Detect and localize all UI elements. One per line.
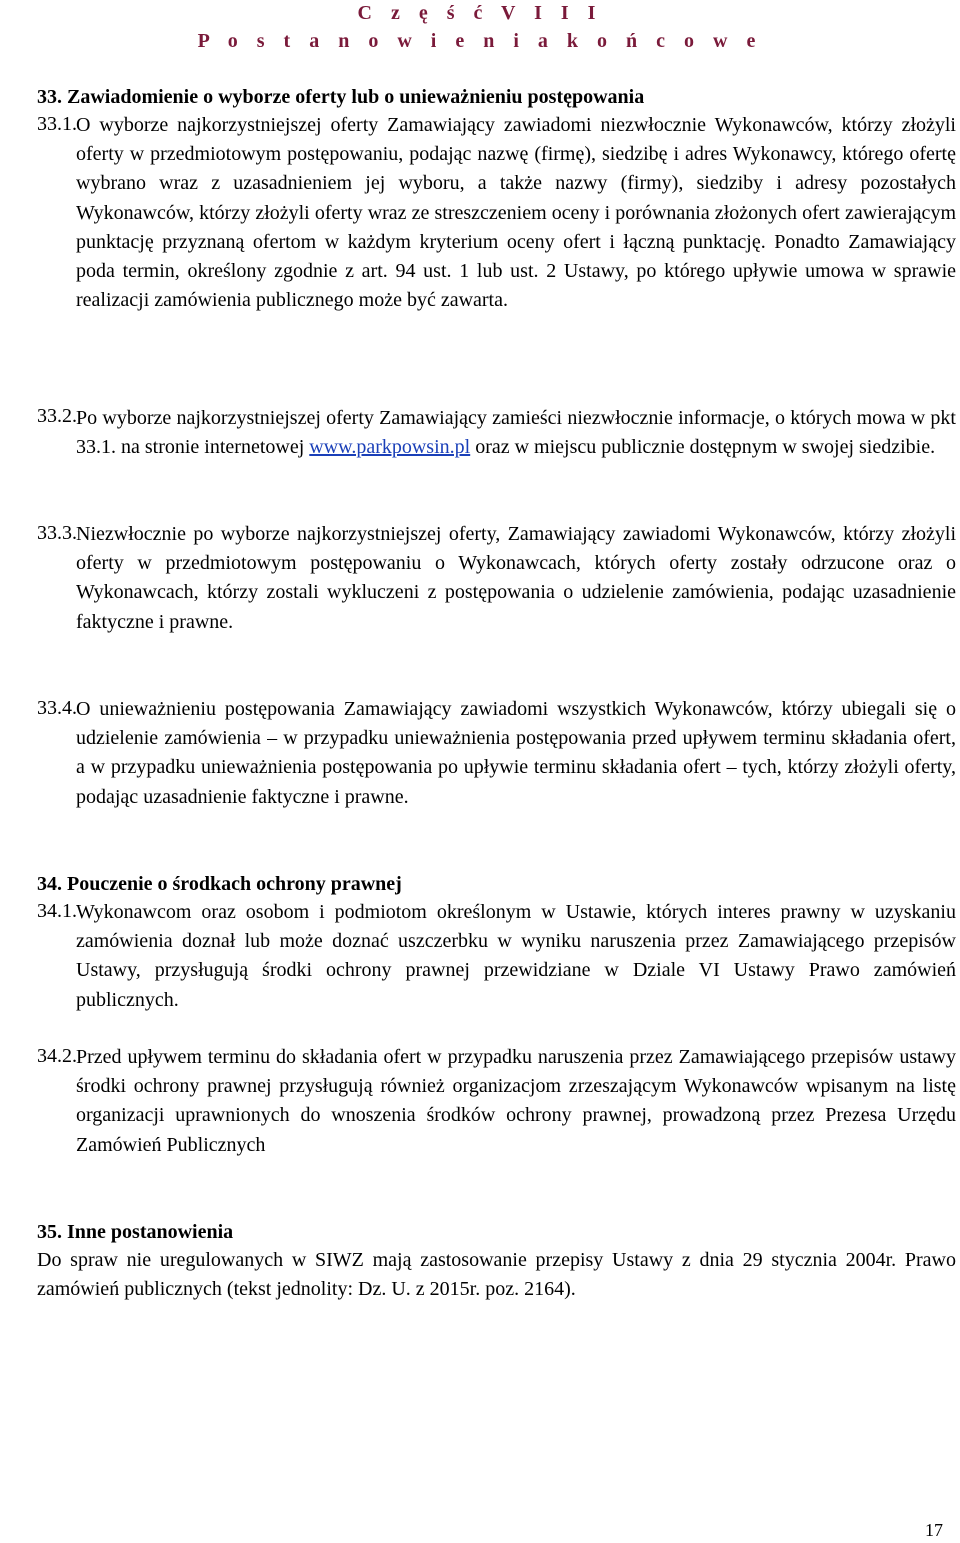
section-33-title: 33. Zawiadomienie o wyborze oferty lub o unieważnieniu postępowania	[37, 86, 645, 108]
section-35-text: Do spraw nie uregulowanych w SIWZ mają zastosowanie przepisy Ustawy z dnia 29 stycznia 2004r. Prawo zamówień publicznych (tekst jednolity: Dz. U. z 2015r. poz. 2164).	[37, 1249, 956, 1301]
paragraph-34-2-text: Przed upływem terminu do składania ofert w przypadku naruszenia przez Zamawiającego przepisów ustawy środki ochrony prawnej przysługują również organizacjom zrzeszającym Wykonawców wpisanym na listę organizacji uprawnionych do wnoszenia środków ochrony prawnej, prowadzoną przez Prezesa Urzędu Zamówień Publicznych	[76, 1046, 956, 1156]
paragraph-33-3-number: 33.3.	[37, 522, 77, 544]
website-link[interactable]: www.parkpowsin.pl	[309, 436, 471, 459]
paragraph-33-2-text-after: oraz w miejscu publicznie dostępnym w swojej siedzibie.	[470, 436, 936, 459]
paragraph-33-3-text: Niezwłocznie po wyborze najkorzystniejszej oferty, Zamawiający zawiadomi Wykonawców, którzy złożyli oferty w przedmiotowym postępowaniu o Wykonawcach, których oferty zostały odrzucone oraz o Wykonawcach, którzy zostali wykluczeni z postępowania o udzielenie zamówienia, podając uzasadnienie faktyczne i prawne.	[76, 523, 956, 633]
paragraph-33-1-text: O wyborze najkorzystniejszej oferty Zamawiający zawiadomi niezwłocznie Wykonawców, którzy złożyli oferty w przedmiotowym postępowaniu, podając nazwę (firmę), siedzibę i adres Wykonawcy, którego ofertę wybrano wraz z uzasadnieniem jej wyboru, a także nazwy (firmy), siedziby i adresy pozostałych Wykonawców, którzy złożyli oferty wraz ze streszczeniem oceny i porównania złożonych ofert zawierającym punktację przyznaną ofertom w każdym kryterium oceny ofert i łączną punktację. Ponadto Zamawiający poda termin, określony zgodnie z art. 94 ust. 1 lub ust. 2 Ustawy, po którego upływie umowa w sprawie realizacji zamówienia publicznego może być zawarta.	[76, 114, 956, 312]
page-number: 17	[925, 1520, 943, 1540]
part-title: C z ę ś ć V I I I	[357, 2, 603, 24]
paragraph-34-1-number: 34.1.	[37, 900, 77, 922]
paragraph-33-2-number: 33.2.	[37, 405, 77, 427]
part-subtitle: P o s t a n o w i e n i a k o ń c o w e	[197, 30, 763, 52]
paragraph-34-2-number: 34.2.	[37, 1045, 77, 1067]
section-35-title: 35. Inne postanowienia	[37, 1221, 234, 1243]
paragraph-34-1-text: Wykonawcom oraz osobom i podmiotom określonym w Ustawie, których interes prawny w uzyskaniu zamówienia doznał lub może doznać uszczerbku w wyniku naruszenia przez Zamawiającego przepisów Ustawy, przysługują środki ochrony prawnej przewidziane w Dziale VI Ustawy Prawo zamówień publicznych.	[76, 901, 956, 1011]
section-34-title: 34. Pouczenie o środkach ochrony prawnej	[37, 873, 402, 895]
paragraph-33-4-text: O unieważnieniu postępowania Zamawiający zawiadomi wszystkich Wykonawców, którzy ubiegali się o udzielenie zamówienia – w przypadku unieważnienia postępowania przed upływem terminu składania ofert, a w przypadku unieważnienia postępowania po upływie terminu składania ofert – tych, którzy złożyli oferty, podając uzasadnienie faktyczne i prawne.	[76, 698, 956, 808]
paragraph-33-2-text	[76, 404, 956, 462]
paragraph-33-1-number: 33.1.	[37, 113, 77, 135]
paragraph-33-4-number: 33.4.	[37, 697, 77, 719]
paragraph-33-2-text-before: Po wyborze najkorzystniejszej oferty Zamawiający zamieści niezwłocznie informacje, o których mowa w pkt 33.1. na stronie internetowej	[76, 407, 956, 459]
